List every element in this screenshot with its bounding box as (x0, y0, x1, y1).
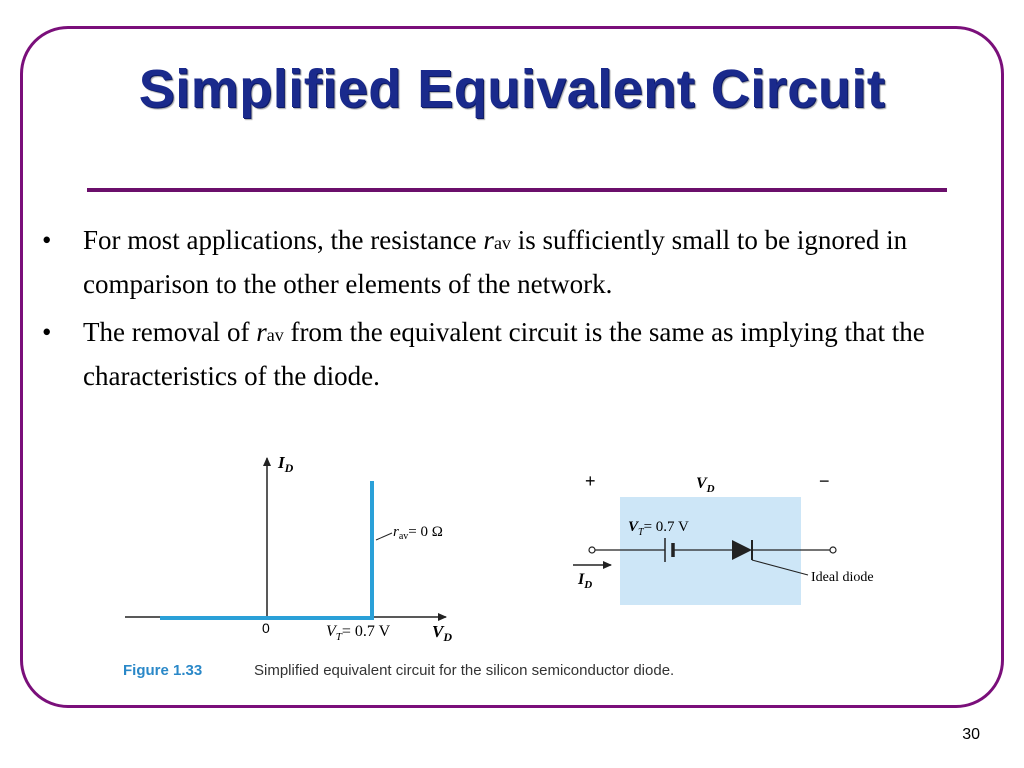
vt-label-value: = 0.7 V (341, 623, 391, 640)
vt-label-sym: V (326, 623, 336, 640)
bullet-text-after: from the equivalent circuit is the same as implying that the characteristics of the diode. (83, 317, 925, 391)
bullet-text-after: is sufficiently small to be ignored in comparison to the other elements of the network. (83, 225, 908, 299)
rav-leader-line (376, 533, 392, 540)
figure-label: Figure 1.33 (123, 662, 203, 679)
vt-label-sub: T (335, 631, 342, 643)
symbol-r: r (483, 225, 494, 255)
id-label-sub: D (584, 579, 593, 591)
bullet-dot: • (42, 317, 52, 347)
svg-text:rav= 0 Ω (393, 524, 443, 542)
left-terminal (589, 547, 595, 553)
characteristic-graph (125, 453, 452, 644)
y-axis-sub: D (284, 461, 294, 475)
bullet-text-before: For most applications, the resistance (83, 225, 484, 255)
vd-label-sym: V (696, 475, 707, 492)
svg-text:ID (577, 571, 592, 591)
rav-label-value: = 0 Ω (408, 524, 443, 540)
right-terminal (830, 547, 836, 553)
slide-title: Simplified Equivalent Circuit (138, 59, 886, 119)
characteristic-curve (160, 481, 372, 618)
vt-sym: V (628, 519, 639, 535)
equivalent-circuit (573, 471, 874, 605)
id-label-sym: I (578, 571, 585, 588)
x-axis-label: V (432, 622, 444, 641)
minus-sign: − (819, 471, 830, 491)
origin-label: 0 (262, 620, 270, 636)
symbol-subscript: av (493, 233, 511, 253)
plus-sign: + (585, 471, 596, 491)
svg-text:VT= 0.7 V (326, 623, 391, 643)
ideal-diode-label: Ideal diode (811, 570, 874, 585)
symbol-subscript: av (266, 325, 284, 345)
svg-text:ID (277, 453, 294, 475)
bullet-text-before: The removal of (83, 317, 257, 347)
vt-sub: T (638, 527, 644, 538)
svg-text:VD (432, 622, 452, 644)
rav-label-sub: av (398, 531, 409, 542)
bullet-dot: • (42, 225, 52, 255)
svg-text:VD (696, 475, 715, 495)
symbol-r: r (256, 317, 267, 347)
circuit-box (620, 497, 801, 605)
page-number: 30 (962, 726, 980, 743)
figure-caption: Simplified equivalent circuit for the silicon semiconductor diode. (254, 662, 675, 679)
vt-value: = 0.7 V (643, 519, 689, 535)
rav-label-sym: r (393, 524, 399, 540)
x-axis-sub: D (443, 630, 453, 644)
y-axis-label: I (278, 453, 285, 472)
vd-label-sub: D (706, 483, 715, 495)
